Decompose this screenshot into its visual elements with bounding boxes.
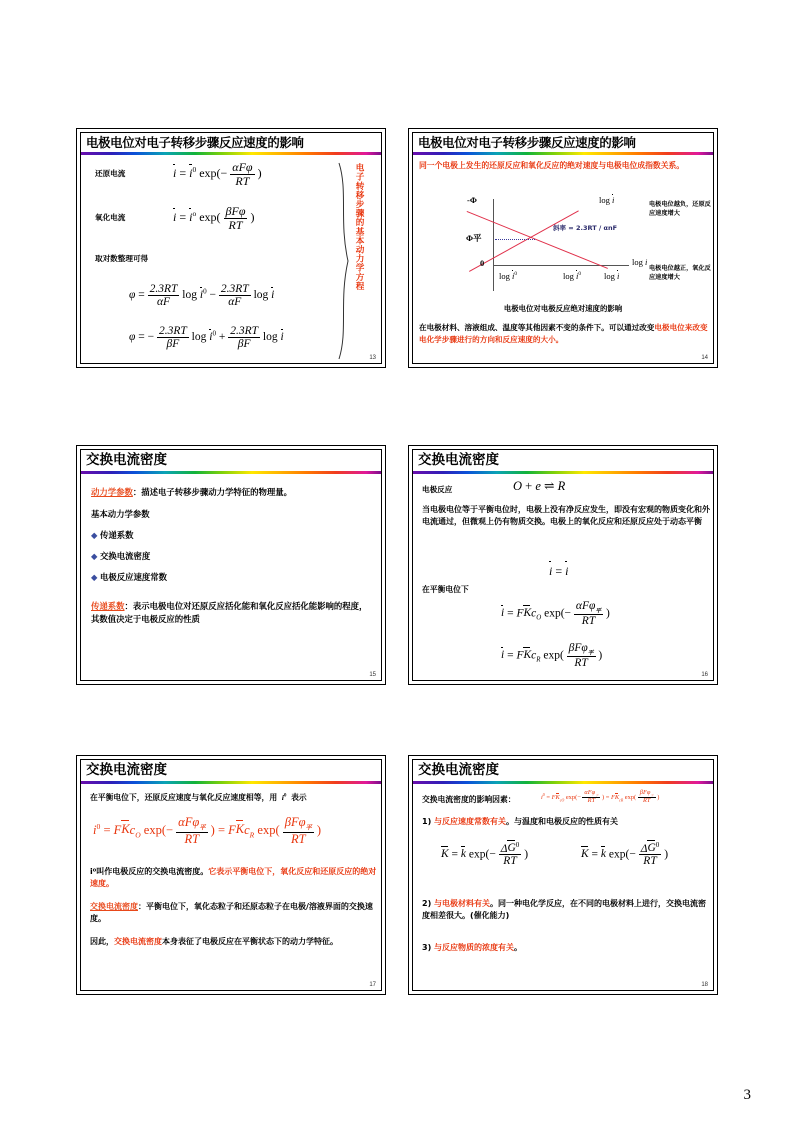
chart-label-log-i-ox: log i xyxy=(599,195,615,206)
lead-symbol: $i^0$ xyxy=(281,792,287,802)
chart-caption: 电极电位对电极反应绝对速度的影响 xyxy=(503,304,623,314)
factor-3-rest: 。 xyxy=(514,942,523,952)
formula-reduction-current: $i = i^0$ exp(− $\frac{\text{αFφ}}{RT}$ ) xyxy=(173,160,262,188)
slide-13-number: 13 xyxy=(369,355,376,361)
p3-pre: 因此， xyxy=(90,936,114,946)
p1-pre: i⁰叫作电极反应的交换电流密度。 xyxy=(90,866,209,876)
p2-text: ：平衡电位下，氧化态粒子和还原态粒子在电极/溶液界面的交换速度。 xyxy=(90,901,373,923)
factor-item-2 xyxy=(422,898,712,923)
footer-text-mid: 来改变电化学步骤进行的方向和反应速度的大小。 xyxy=(419,323,708,345)
note-more-negative: 电极电位越负，还原反应速度增大 xyxy=(649,201,711,217)
slide-18 xyxy=(408,755,718,995)
diamond-bullet-icon: ◆ xyxy=(91,550,98,561)
bullet-item-2 xyxy=(91,550,375,563)
p2-term: 交换电流密度 xyxy=(90,901,138,911)
slide-17 xyxy=(76,755,386,995)
factor-item-1 xyxy=(422,816,712,828)
bullet-item-1 xyxy=(91,529,375,542)
formula-balance: i = i xyxy=(549,563,569,578)
slide-17-paragraph-2 xyxy=(90,901,380,926)
chart-x-axis xyxy=(493,265,629,266)
formula-phi-beta: φ = − $\frac{2.3RT}{\beta F}$ $\log i^0$ + $\frac{2.3RT}{\beta F}$ log i xyxy=(129,325,284,351)
formula-reduction-equilibrium: i = FKc$_O$ exp(− $\frac{\alpha F\varphi_平}{RT}$ ) xyxy=(501,599,610,627)
side-note-kinetic-equation: 电子转移步骤的基本动力学方程 xyxy=(354,163,364,291)
bullet-label-2: 交换电流密度 xyxy=(100,550,151,561)
lead-pre: 在平衡电位下，还原反应速度与氧化反应速度相等，用 xyxy=(90,792,278,802)
formula-rate-constant-backward: K = k exp(− $\frac{\Delta G^0}{RT}$ ) xyxy=(581,840,669,868)
formula-electrode-reaction: O + e ⇌ R xyxy=(513,478,566,493)
page-number: 3 xyxy=(743,1087,751,1103)
term-kinetic-parameter: 动力学参数 xyxy=(91,486,133,497)
factor-2-red: 与电极材料有关 xyxy=(434,898,491,908)
slide-18-body xyxy=(413,784,713,990)
slide-14-title: 电极电位对电子转移步骤反应速度的影响 xyxy=(418,135,636,150)
formula-oxidation-equilibrium: i = FKc$_R$ exp( $\frac{\beta F\varphi_平}{RT}$ ) xyxy=(501,641,603,669)
diamond-bullet-icon: ◆ xyxy=(91,529,98,540)
p3-red: 交换电流密度 xyxy=(114,936,162,946)
slide-18-lead: 交换电流密度的影响因素： xyxy=(422,794,516,804)
slide-17-lead xyxy=(90,792,380,804)
chart-ytick-phi-eq: Φ平 xyxy=(466,233,482,244)
slide-15 xyxy=(76,445,386,685)
slide-14-footer xyxy=(419,322,711,346)
slide-17-number: 17 xyxy=(369,982,376,988)
term-transfer-coefficient: 传递系数 xyxy=(91,600,125,611)
slide-15-body xyxy=(81,474,381,680)
chart-xtick-log-i0-right: $\log i^0$ xyxy=(563,271,582,282)
label-oxidation-current: 氧化电流 xyxy=(95,213,126,223)
formula-rate-constant-forward: K = k exp(− $\frac{\Delta G^0}{RT}$ ) xyxy=(441,840,529,868)
bullet-label-1: 传递系数 xyxy=(100,529,134,540)
factor-1-number: 1) xyxy=(422,816,432,826)
label-take-log: 取对数整理可得 xyxy=(95,254,149,264)
slide-16-body xyxy=(413,474,713,680)
chart-ylabel-minus-phi: -Φ xyxy=(467,195,477,206)
bullet-label-3: 电极反应速度常数 xyxy=(100,571,167,582)
slide-13-title: 电极电位对电子转移步骤反应速度的影响 xyxy=(86,135,304,150)
chart-label-log-i-red: log i xyxy=(604,271,620,282)
slide-17-body xyxy=(81,784,381,990)
definition-kinetic-parameter-text: ：描述电子转移步骤动力学特征的物理量。 xyxy=(132,486,292,497)
slide-16 xyxy=(408,445,718,685)
slide-14 xyxy=(408,128,718,368)
slide-15-content xyxy=(91,486,375,627)
slide-14-body xyxy=(413,155,713,363)
slide-14-lead-text: 同一个电极上发生的还原反应和氧化反应的绝对速度与电极电位成指数关系。 xyxy=(419,161,685,171)
formula-exchange-current-density: $i^0 = FKc_O$ exp(− $\frac{\alpha F\varphi_平}{RT}$ ) = FKc$_R$ exp( $\frac{\beta F\varphi_平}{RT}$ ) xyxy=(93,814,322,846)
note-more-positive: 电极电位越正，氧化反应速度增大 xyxy=(649,265,711,281)
formula-oxidation-current: $i = i^o$ exp( $\frac{\text{βFφ}}{RT}$ ) xyxy=(173,204,255,232)
definition-transfer-coefficient xyxy=(91,600,375,627)
chart-y-axis xyxy=(493,199,494,291)
label-electrode-reaction: 电极反应 xyxy=(422,484,453,494)
slide-13 xyxy=(76,128,386,368)
bullet-item-3 xyxy=(91,571,375,584)
slide-14-number: 14 xyxy=(701,355,708,361)
slide-15-title: 交换电流密度 xyxy=(86,452,167,468)
lead-post: 表示 xyxy=(291,792,307,802)
diamond-bullet-icon: ◆ xyxy=(91,571,98,582)
chart-slope-annotation xyxy=(553,223,617,232)
chart-slope-label: 斜率 = 2.3RT / αnF xyxy=(553,224,618,233)
factor-3-red: 与反应物质的浓度有关 xyxy=(434,942,515,952)
footer-text-pre: 在电极材料、溶液组成、温度等其他因素不变的条件下。可以通过改变 xyxy=(419,323,655,333)
formula-exchange-current-small: $i^0 = FK_{cO}$ exp(− $\frac{\alpha F\varphi_平}{RT}$ ) = $FK_{cR}$ exp( $\frac{\beta F\varphi_平}{RT}$ ) xyxy=(541,788,660,805)
factor-2-rest: 。同一种电化学反应，在不同的电极材料上进行，交换电流密度相差很大。(催化能力) xyxy=(422,898,707,920)
slide-15-number: 15 xyxy=(369,672,376,678)
chart-absolute-rate xyxy=(449,195,648,291)
slide-17-paragraph-1 xyxy=(90,866,380,891)
label-reduction-current: 还原电流 xyxy=(95,169,126,179)
factor-1-red: 与反应速度常数有关 xyxy=(434,816,507,826)
factor-2-number: 2) xyxy=(422,898,432,908)
curly-brace-icon xyxy=(337,161,351,363)
chart-xlabel-log-i: log i xyxy=(632,257,648,268)
slide-16-title: 交换电流密度 xyxy=(418,452,499,468)
slide-18-number: 18 xyxy=(701,982,708,988)
factor-3-number: 3) xyxy=(422,942,432,952)
p3-post: 本身表征了电极反应在平衡状态下的动力学特征。 xyxy=(162,936,338,946)
slide-18-title: 交换电流密度 xyxy=(418,762,499,778)
formula-phi-alpha: φ = $\frac{2.3RT}{\alpha F}$ $\log i^0$ − $\frac{2.3RT}{\alpha F}$ log i xyxy=(129,283,275,309)
definition-kinetic-parameter xyxy=(91,486,375,499)
slide-17-paragraph-3 xyxy=(90,936,380,948)
definition-transfer-coefficient-text: ：表示电极电位对还原反应括化能和氧化反应括化能影响的程度，其数值决定于电极反应的性质 xyxy=(91,600,368,625)
footer-text-red: 电极电位 xyxy=(654,323,685,333)
chart-ytick-zero: 0 xyxy=(480,258,485,269)
p1-red: 它表示平衡电位下，氧化反应和还原反应的绝对速度。 xyxy=(90,866,377,888)
slide-13-body xyxy=(81,155,381,363)
chart-equilibrium-dotted-line xyxy=(495,239,535,240)
slide-17-title: 交换电流密度 xyxy=(86,762,167,778)
factor-1-rest: 。与温度和电极反应的性质有关 xyxy=(506,816,619,826)
subheading-basic-parameters: 基本动力学参数 xyxy=(91,508,150,519)
slide-16-paragraph: 当电极电位等于平衡电位时，电极上没有净反应发生，即没有宏观的物质变化和外电流通过，但微观上仍有物质交换。电极上的氧化反应和还原反应处于动态平衡 xyxy=(422,504,710,526)
slide-16-number: 16 xyxy=(701,672,708,678)
factor-item-3 xyxy=(422,942,712,954)
chart-xtick-log-i0-left: $\log i^0$ xyxy=(499,271,518,282)
label-at-equilibrium: 在平衡电位下 xyxy=(422,584,469,594)
